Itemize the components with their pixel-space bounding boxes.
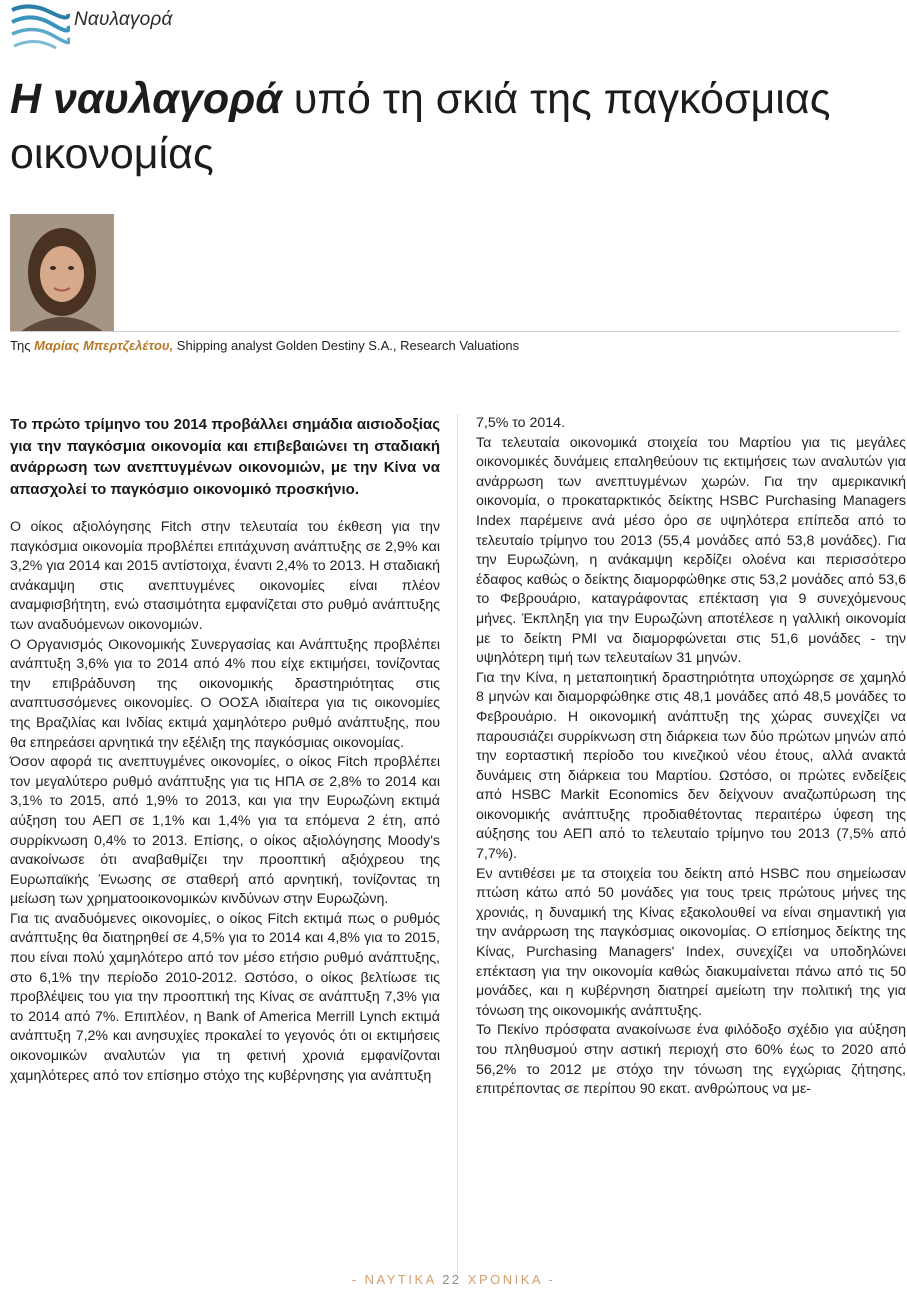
article-title (10, 72, 890, 182)
body-paragraph: Για την Κίνα, η μεταποιητική δραστηριότητα υποχώρησε σε χαμηλό 8 μηνών και διαμορφώθηκε στις 48,1 μονάδες από 48,5 μονάδες το Φεβρουάριο. Η οικονομική ανάπτυξη της χώρας συνεχίζει να παρουσιάζει συρρίκνωση στη διάρκεια των δύο πρώτων μηνών από την εορταστική περίοδο του κινεζικού νέου έτους, αλλά ανακτά δυνάμεις στη διάρκεια του Μαρτίου. Ωστόσο, οι πρώτες ενδείξεις από HSBC Markit Economics δεν δείχνουν αναζωπύρωση της οικονομικής ανάπτυξης προδιαθέτοντας περαιτέρω ύφεση της αύξησης του ΑΕΠ από το τελευταίο τρίμηνο του 2013 (7,5% από 7,7%). (476, 669, 906, 863)
page-number: 22 (442, 1272, 462, 1287)
left-column (10, 414, 440, 1086)
body-paragraph: 7,5% το 2014. (476, 415, 566, 431)
waves-logo-icon (10, 4, 70, 50)
header-divider (10, 331, 900, 332)
author-name: Μαρίας Μπερτζελέτου, (34, 338, 174, 353)
footer-left: - ΝΑΥΤΙΚΑ (351, 1272, 443, 1287)
body-paragraph: Το Πεκίνο πρόσφατα ανακοίνωσε ένα φιλόδοξο σχέδιο για αύξηση του πληθυσμού στην αστική περιοχή στο 60% έως το 2020 από 56,2% το 2012 με στόχο την τόνωση της εγχώριας ζήτησης, επιτρέποντας σε περίπου 90 εκατ. ανθρώπους να με- (476, 1022, 906, 1098)
byline (10, 338, 519, 353)
title-bold: Η ναυλαγορά (10, 75, 282, 123)
page-footer (0, 1272, 907, 1287)
author-photo (10, 214, 114, 332)
body-paragraph: Ο Οργανισμός Οικονομικής Συνεργασίας και Ανάπτυξης προβλέπει ανάπτυξη 3,6% για το 2014 από 4% που είχε εκτιμήσει, τονίζοντας την επιβράδυνση της οικονομικής δραστηριότητας στις αναπτυσσόμενες οικονομίες. Ο ΟΟΣΑ ιδιαίτερα για τις οικονομίες της Βραζιλίας και Ινδίας εκτιμά χαμηλότερο ρυθμό ανάπτυξης, που θα επηρεάσει αρνητικά την εξέλιξη της παγκόσμιας οικονομίας. (10, 636, 440, 751)
body-paragraph: Για τις αναδυόμενες οικονομίες, ο οίκος Fitch εκτιμά πως ο ρυθμός ανάπτυξης θα διατηρηθεί σε 4,5% για το 2014 και 4,8% για το 2015, που είναι πολύ χαμηλότερο από τον μέσο ετήσιο ρυθμό ανάπτυξης, στο 6,1% την περίοδο 2010-2012. Ωστόσο, ο οίκος βελτίωσε τις προβλέψεις του για την προοπτική της Κίνας σε ανάπτυξη 7,3% για το 2014 από 7%. Επιπλέον, η Bank of America Merrill Lynch εκτιμά ανάπτυξη 7,2% και ανησυχίες προκαλεί το γεγονός ότι οι εκτιμήσεις οικονομικών αναλυτών για τη φετινή χρονιά εμφανίζονται χαμηλότερες από τον επίσημο στόχο της κυβέρνησης για ανάπτυξη (10, 910, 440, 1084)
byline-affiliation: Shipping analyst Golden Destiny S.A., Research Valuations (173, 338, 520, 353)
section-header (10, 4, 310, 50)
author-portrait-icon (10, 214, 114, 332)
body-paragraph: Όσον αφορά τις ανεπτυγμένες οικονομίες, ο οίκος Fitch προβλέπει τον μεγαλύτερο ρυθμό ανάπτυξης για τις ΗΠΑ σε 2,8% το 2014 και 3,1% το 2015, από 1,9% το 2013, και για την Ευρωζώνη εκτιμά αύξηση του ΑΕΠ σε 1,1% και 1,4% για τα επόμενα 2 έτη, από συρρίκνωση 0,4% το 2013. Επίσης, ο οίκος αξιολόγησης Moody's ανακοίνωσε ότι αναβαθμίζει την προοπτική αξιόχρεου της Ευρωπαϊκής Ένωσης σε σταθερή από αρνητική, τονίζοντας τη μείωση των χρηματοοικονομικών κινδύνων στην Ευρωζώνη. (10, 754, 440, 908)
lead-paragraph: Το πρώτο τρίμηνο του 2014 προβάλλει σημάδια αισιοδοξίας για την παγκόσμια οικονομία και επιβεβαιώνει τη σταδιακή ανάρρωση των ανεπτυγμένων οικονομιών, με την Κίνα να απασχολεί το παγκόσμιο οικονομικό προσκήνιο. (10, 416, 440, 498)
right-column (476, 414, 906, 1100)
footer-right: ΧΡΟΝΙΚΑ - (461, 1272, 556, 1287)
body-paragraph: Εν αντιθέσει με τα στοιχεία του δείκτη από HSBC που σημείωσαν πτώση κάτω από 50 μονάδες για τους τρεις πρώτους μήνες της χρονιάς, η δυναμική της Κίνας εξακολουθεί να είναι σημαντική για την ανάρρωση της παγκόσμιας οικονομίας. Ο επίσημος δείκτης της Κίνας, Purchasing Managers' Index, συνεχίζει να υποδηλώνει επέκταση για την οικονομία καθώς διακυμαίνεται πάνω από τις 50 μονάδες, και η κυβέρνηση διατηρεί αμείωτη την πολιτική της για τόνωση της οικονομικής ανάπτυξης. (476, 865, 906, 1019)
byline-prefix: Της (10, 338, 35, 353)
body-paragraph: Ο οίκος αξιολόγησης Fitch στην τελευταία του έκθεση για την παγκόσμια οικονομία προβλέπει επιτάχυνση ανάπτυξης σε 2,9% και 3,2% για 2014 και 2015 αντίστοιχα, έναντι 2,4% το 2013. Η σταδιακή ανάκαμψη στις ανεπτυγμένες οικονομίες είναι πλέον αναμφισβήτητη, ενώ στασιμότητα εμφανίζεται στο ρυθμό ανάπτυξης των αναδυόμενων οικονομιών. (10, 519, 440, 633)
title-rest: υπό τη σκιά της παγκόσμιας οικονομίας (10, 75, 831, 178)
section-label: Ναυλαγορά (74, 9, 173, 30)
column-divider (457, 414, 458, 1274)
body-paragraph: Τα τελευταία οικονομικά στοιχεία του Μαρτίου για τις μεγάλες οικονομικές δυνάμεις επαληθεύουν τις εκτιμήσεις των αναλυτών για ανάρρωση των ανεπτυγμένων χωρών. Για την αμερικανική οικονομία, ο προκαταρκτικός δείκτης HSBC Purchasing Managers Index παρέμεινε ανά μέσο όρο σε υψηλότερα επίπεδα από το τελευταίο τρίμηνο του 2013 (55,4 μονάδες από 53,8 μονάδες). Για την Ευρωζώνη, η ανάκαμψη κερδίζει ολοένα και περισσότερο έδαφος καθώς ο δείκτης διαμορφώθηκε στις 53,2 μονάδες από 53,6 το Φεβρουάριο, καταγράφοντας επέκταση για 9 συνεχόμενους μήνες. Έκπληξη για την Ευρωζώνη αποτέλεσε η γαλλική οικονομία με το δείκτη PMI να διαμορφώνεται στις 51,6 μονάδες - την υψηλότερη τιμή των τελευταίων 31 μηνών. (476, 434, 906, 667)
